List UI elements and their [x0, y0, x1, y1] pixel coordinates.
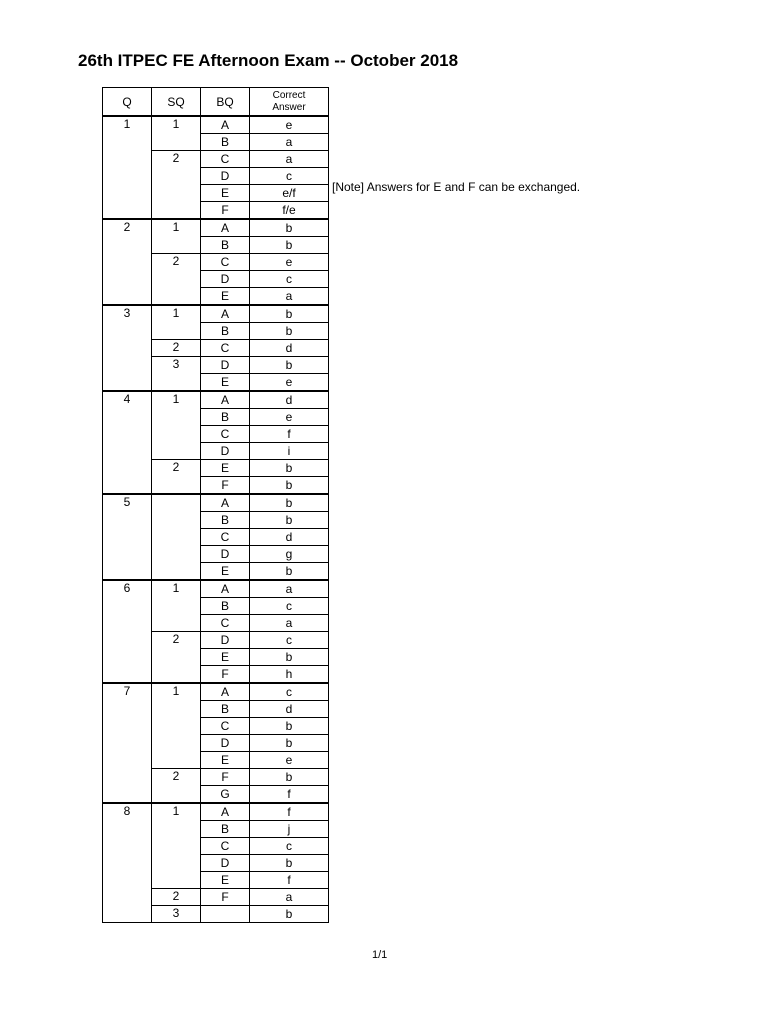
table-row — [103, 683, 329, 701]
blank-question-cell: E — [201, 460, 250, 477]
blank-question-cell: D — [201, 357, 250, 374]
correct-answer-cell: a — [250, 288, 329, 306]
correct-answer-cell: b — [250, 649, 329, 666]
correct-answer-cell: c — [250, 683, 329, 701]
correct-answer-cell: d — [250, 701, 329, 718]
correct-answer-cell: b — [250, 357, 329, 374]
blank-question-cell: C — [201, 426, 250, 443]
sub-question-cell: 1 — [152, 391, 201, 460]
blank-question-cell: B — [201, 323, 250, 340]
table-row — [103, 116, 329, 134]
blank-question-cell: B — [201, 701, 250, 718]
correct-answer-cell: e — [250, 752, 329, 769]
correct-answer-cell: e — [250, 409, 329, 426]
correct-answer-cell: b — [250, 323, 329, 340]
blank-question-cell: C — [201, 529, 250, 546]
correct-answer-cell: b — [250, 477, 329, 495]
blank-question-cell: C — [201, 151, 250, 168]
correct-answer-cell: e — [250, 116, 329, 134]
blank-question-cell: D — [201, 443, 250, 460]
correct-answer-cell: b — [250, 237, 329, 254]
sub-question-cell: 1 — [152, 683, 201, 769]
sub-question-cell: 2 — [152, 460, 201, 495]
question-number-cell: 3 — [103, 305, 152, 391]
correct-answer-cell: b — [250, 494, 329, 512]
sub-question-cell: 3 — [152, 357, 201, 392]
correct-answer-cell: b — [250, 512, 329, 529]
correct-answer-cell: c — [250, 598, 329, 615]
sub-question-cell: 1 — [152, 580, 201, 632]
blank-question-cell: E — [201, 752, 250, 769]
correct-answer-cell: b — [250, 855, 329, 872]
correct-answer-cell: a — [250, 580, 329, 598]
correct-answer-cell: a — [250, 151, 329, 168]
answer-table — [102, 87, 329, 923]
blank-question-cell: D — [201, 546, 250, 563]
blank-question-cell: F — [201, 889, 250, 906]
correct-answer-cell: f — [250, 786, 329, 804]
table-row — [103, 391, 329, 409]
blank-question-cell: E — [201, 288, 250, 306]
correct-answer-cell: f — [250, 803, 329, 821]
sub-question-cell — [152, 494, 201, 580]
correct-answer-cell: e — [250, 374, 329, 392]
blank-question-cell: E — [201, 872, 250, 889]
header-sq: SQ — [152, 88, 201, 117]
sub-question-cell: 2 — [152, 769, 201, 804]
sub-question-cell: 2 — [152, 889, 201, 906]
blank-question-cell: F — [201, 477, 250, 495]
correct-answer-cell: a — [250, 889, 329, 906]
blank-question-cell: G — [201, 786, 250, 804]
sub-question-cell: 1 — [152, 305, 201, 340]
blank-question-cell: D — [201, 168, 250, 185]
exchange-note: [Note] Answers for E and F can be exchanged. — [332, 180, 581, 194]
blank-question-cell: F — [201, 666, 250, 684]
correct-answer-cell: b — [250, 460, 329, 477]
correct-answer-cell: g — [250, 546, 329, 563]
blank-question-cell: E — [201, 563, 250, 581]
header-correct-answer — [250, 88, 329, 117]
correct-answer-cell: j — [250, 821, 329, 838]
correct-answer-cell: d — [250, 340, 329, 357]
blank-question-cell: A — [201, 305, 250, 323]
blank-question-cell: C — [201, 718, 250, 735]
question-number-cell: 4 — [103, 391, 152, 494]
correct-answer-cell: b — [250, 735, 329, 752]
sub-question-cell: 2 — [152, 151, 201, 220]
question-number-cell: 6 — [103, 580, 152, 683]
table-row — [103, 219, 329, 237]
document-title: 26th ITPEC FE Afternoon Exam -- October 2018 — [78, 51, 459, 70]
question-number-cell: 2 — [103, 219, 152, 305]
correct-answer-cell: b — [250, 563, 329, 581]
question-number-cell: 5 — [103, 494, 152, 580]
blank-question-cell: D — [201, 735, 250, 752]
header-q: Q — [103, 88, 152, 117]
correct-answer-cell: b — [250, 906, 329, 923]
blank-question-cell: D — [201, 271, 250, 288]
blank-question-cell: B — [201, 512, 250, 529]
table-row — [103, 494, 329, 512]
sub-question-cell: 2 — [152, 254, 201, 306]
correct-answer-cell: c — [250, 838, 329, 855]
header-correct-answer-line1: Correct — [272, 89, 306, 101]
table-header-row — [103, 88, 329, 117]
blank-question-cell: A — [201, 116, 250, 134]
blank-question-cell: A — [201, 683, 250, 701]
blank-question-cell: A — [201, 494, 250, 512]
blank-question-cell: C — [201, 254, 250, 271]
correct-answer-cell: c — [250, 168, 329, 185]
correct-answer-cell: a — [250, 615, 329, 632]
correct-answer-cell: f/e — [250, 202, 329, 220]
question-number-cell: 8 — [103, 803, 152, 923]
correct-answer-cell: b — [250, 718, 329, 735]
page-number: 1/1 — [372, 949, 388, 961]
blank-question-cell: A — [201, 803, 250, 821]
blank-question-cell: D — [201, 632, 250, 649]
question-number-cell: 7 — [103, 683, 152, 803]
correct-answer-cell: f — [250, 426, 329, 443]
correct-answer-cell: e — [250, 254, 329, 271]
blank-question-cell — [201, 906, 250, 923]
blank-question-cell: B — [201, 821, 250, 838]
blank-question-cell: B — [201, 598, 250, 615]
correct-answer-cell: d — [250, 391, 329, 409]
blank-question-cell: A — [201, 580, 250, 598]
correct-answer-cell: c — [250, 271, 329, 288]
sub-question-cell: 1 — [152, 219, 201, 254]
blank-question-cell: E — [201, 374, 250, 392]
correct-answer-cell: b — [250, 305, 329, 323]
blank-question-cell: B — [201, 409, 250, 426]
correct-answer-cell: f — [250, 872, 329, 889]
correct-answer-cell: h — [250, 666, 329, 684]
blank-question-cell: F — [201, 202, 250, 220]
blank-question-cell: E — [201, 649, 250, 666]
blank-question-cell: D — [201, 855, 250, 872]
sub-question-cell: 1 — [152, 803, 201, 889]
correct-answer-cell: d — [250, 529, 329, 546]
correct-answer-cell: c — [250, 632, 329, 649]
answer-table-body — [103, 116, 329, 923]
sub-question-cell: 2 — [152, 632, 201, 684]
blank-question-cell: B — [201, 134, 250, 151]
blank-question-cell: A — [201, 219, 250, 237]
blank-question-cell: C — [201, 615, 250, 632]
correct-answer-cell: i — [250, 443, 329, 460]
correct-answer-cell: b — [250, 769, 329, 786]
sub-question-cell: 3 — [152, 906, 201, 923]
header-correct-answer-line2: Answer — [272, 101, 306, 113]
sub-question-cell: 2 — [152, 340, 201, 357]
blank-question-cell: E — [201, 185, 250, 202]
question-number-cell: 1 — [103, 116, 152, 219]
table-row — [103, 580, 329, 598]
correct-answer-cell: e/f — [250, 185, 329, 202]
blank-question-cell: C — [201, 340, 250, 357]
table-row — [103, 305, 329, 323]
blank-question-cell: C — [201, 838, 250, 855]
table-row — [103, 803, 329, 821]
blank-question-cell: F — [201, 769, 250, 786]
blank-question-cell: B — [201, 237, 250, 254]
header-bq: BQ — [201, 88, 250, 117]
blank-question-cell: A — [201, 391, 250, 409]
correct-answer-cell: b — [250, 219, 329, 237]
sub-question-cell: 1 — [152, 116, 201, 151]
correct-answer-cell: a — [250, 134, 329, 151]
